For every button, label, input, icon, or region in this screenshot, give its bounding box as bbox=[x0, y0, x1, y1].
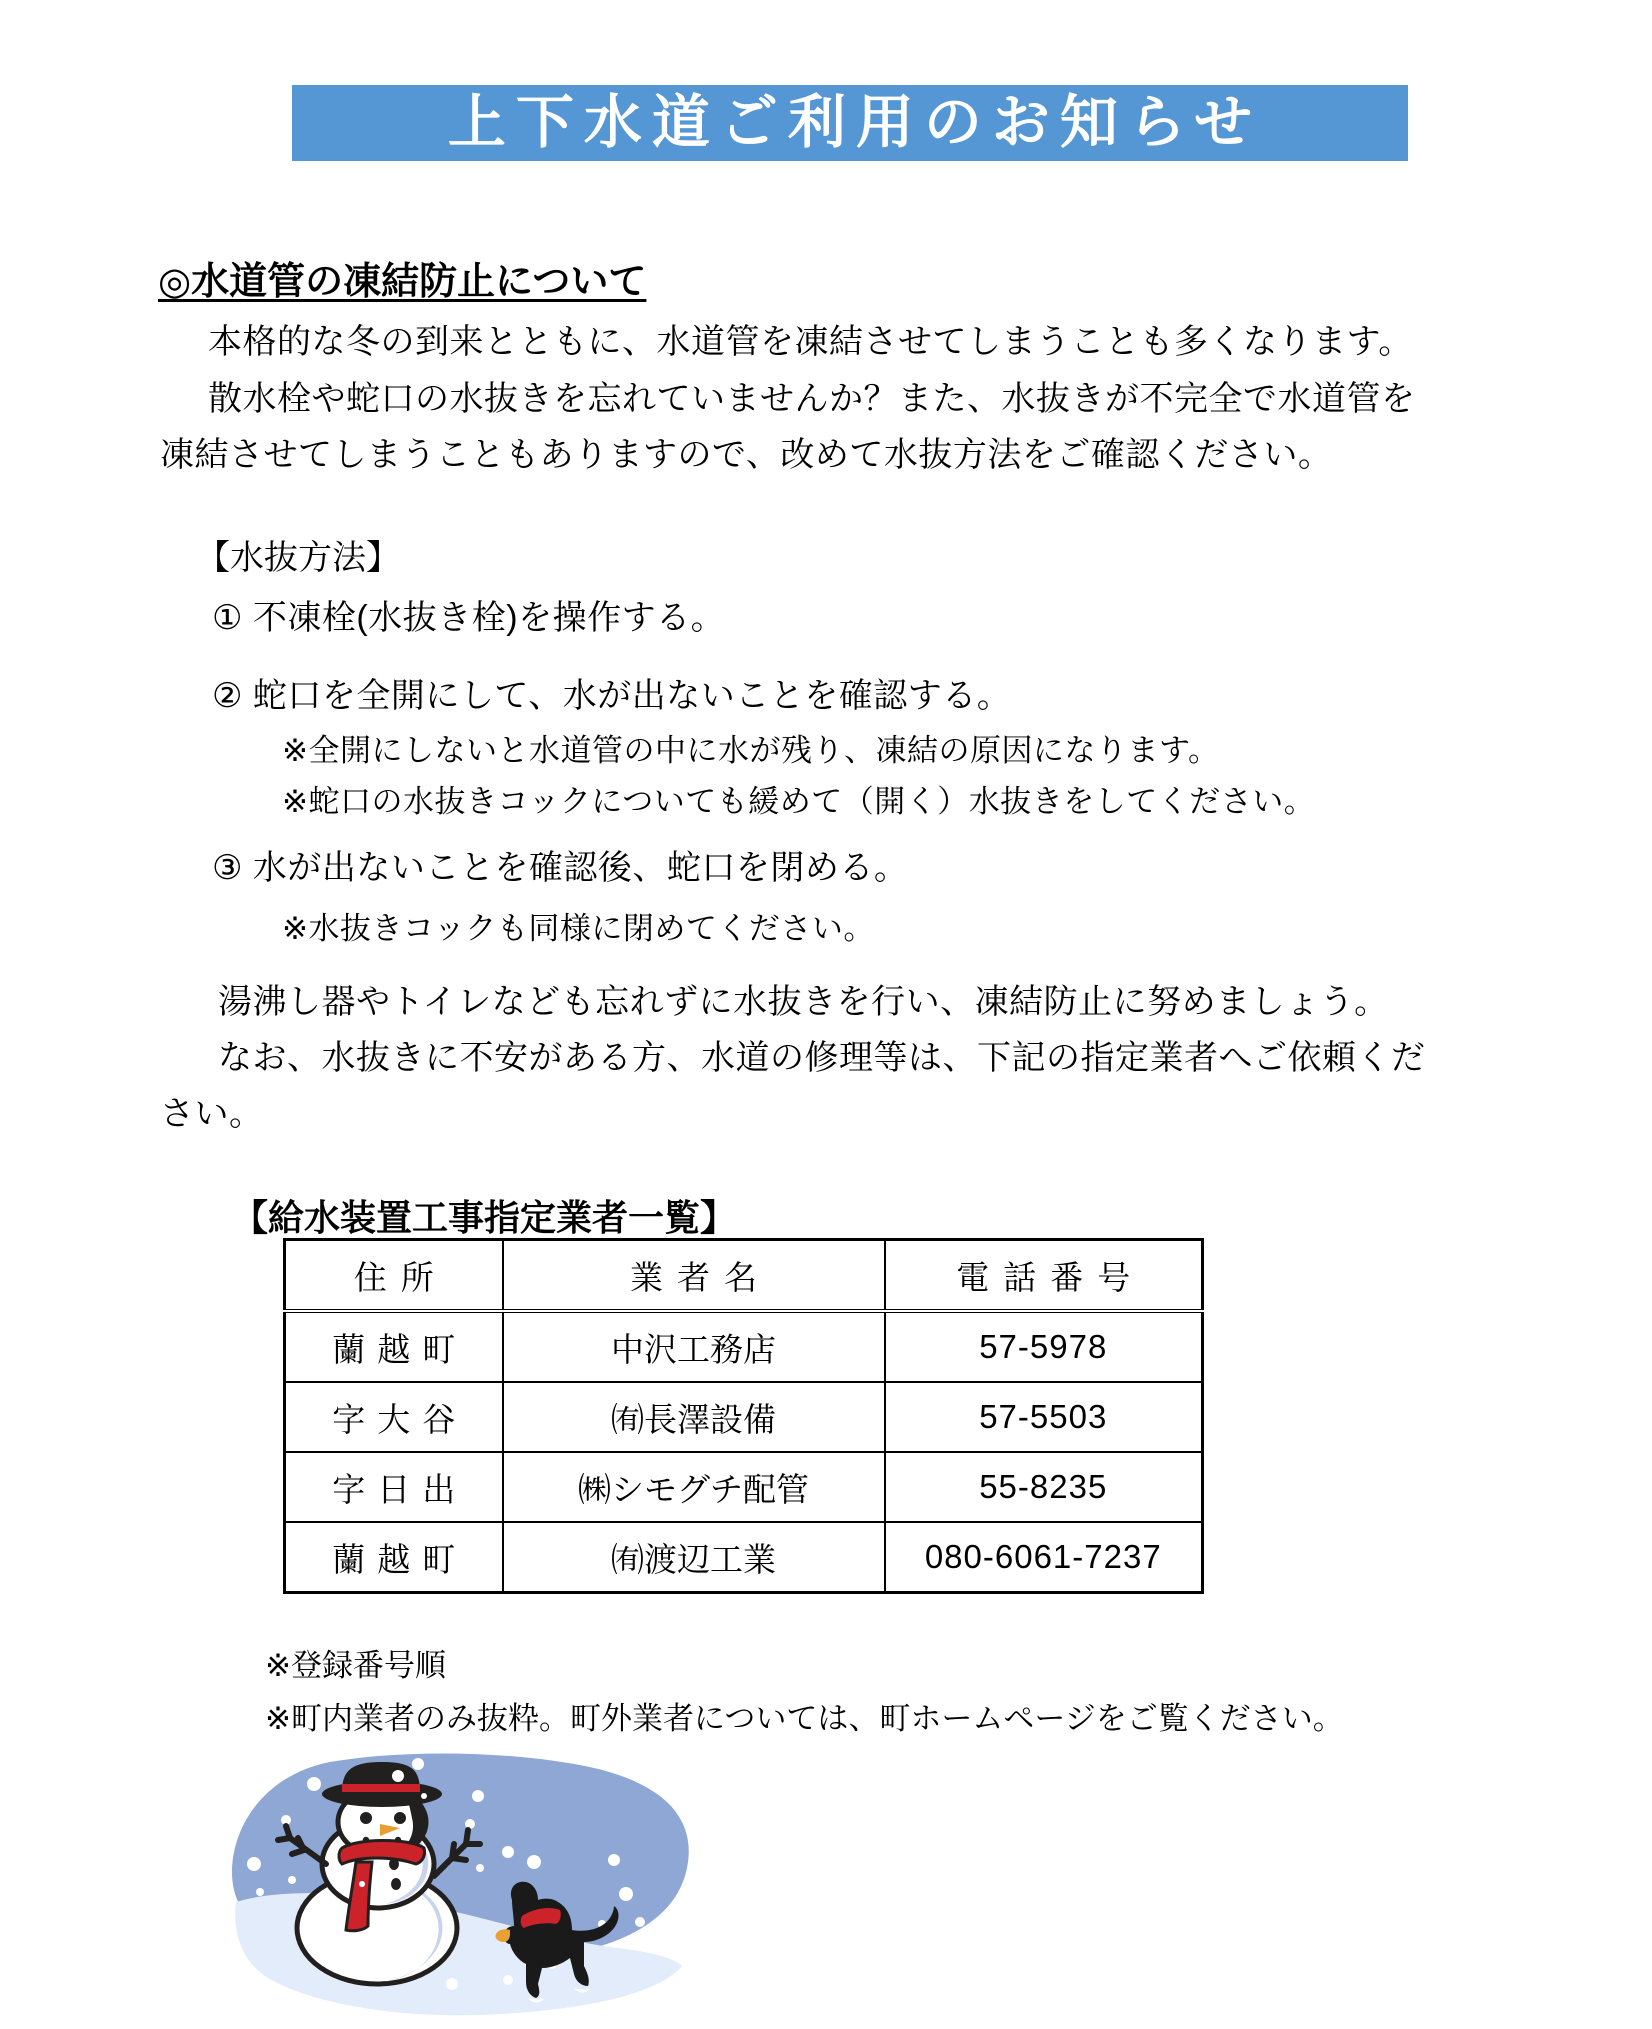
vendor-table bbox=[283, 1238, 1204, 1594]
cell-phone: 57-5978 bbox=[885, 1311, 1203, 1382]
section-heading-freeze-prevention: ◎水道管の凍結防止について bbox=[158, 261, 647, 303]
cell-address: 蘭越町 bbox=[285, 1522, 503, 1593]
method-item-1: ① 不凍栓(水抜き栓)を操作する。 bbox=[212, 599, 726, 637]
intro-line-3: 凍結させてしまうこともありますので、改めて水抜方法をご確認ください。 bbox=[160, 436, 1333, 474]
vendor-table-wrapper bbox=[283, 1238, 1201, 1594]
vendor-table-heading: 【給水装置工事指定業者一覧】 bbox=[232, 1197, 737, 1238]
eye-right bbox=[394, 1812, 406, 1824]
column-header-address: 住所 bbox=[285, 1240, 503, 1312]
method-label: 【水抜方法】 bbox=[196, 539, 400, 577]
cell-address: 字大谷 bbox=[285, 1382, 503, 1452]
method-item-2: ② 蛇口を全開にして、水が出ないことを確認する。 bbox=[212, 677, 1012, 715]
scarf-snow-dot bbox=[359, 1881, 365, 1887]
table-row bbox=[285, 1382, 1203, 1452]
cell-address: 字日出 bbox=[285, 1452, 503, 1522]
button-lower bbox=[391, 1878, 401, 1890]
hat-brim-dot bbox=[421, 1793, 427, 1799]
cell-company: 中沢工務店 bbox=[503, 1311, 885, 1382]
method-item-3: ③ 水が出ないことを確認後、蛇口を閉める。 bbox=[212, 849, 909, 887]
table-row bbox=[285, 1452, 1203, 1522]
cell-company: ㈱シモグチ配管 bbox=[503, 1452, 885, 1522]
outro-line-3: さい。 bbox=[160, 1095, 264, 1133]
table-header-row bbox=[285, 1240, 1203, 1312]
column-header-phone: 電話番号 bbox=[885, 1240, 1203, 1312]
intro-line-2: 散水栓や蛇口の水抜きを忘れていませんか？また、水抜きが不完全で水道管を bbox=[208, 380, 1416, 418]
outro-line-1: 湯沸し器やトイレなども忘れずに水抜きを行い、凍結防止に努めましょう。 bbox=[218, 983, 1389, 1021]
table-row bbox=[285, 1522, 1203, 1593]
cell-phone: 57-5503 bbox=[885, 1382, 1203, 1452]
cell-address: 蘭越町 bbox=[285, 1311, 503, 1382]
hat-band bbox=[342, 1784, 420, 1792]
table-row bbox=[285, 1311, 1203, 1382]
cell-company: ㈲長澤設備 bbox=[503, 1382, 885, 1452]
cell-company: ㈲渡辺工業 bbox=[503, 1522, 885, 1593]
button-upper bbox=[389, 1858, 399, 1870]
intro-line-1: 本格的な冬の到来とともに、水道管を凍結させてしまうことも多くなります。 bbox=[208, 323, 1413, 361]
footnote-town-website: ※町内業者のみ抜粋。町外業者については、町ホームページをご覧ください。 bbox=[265, 1701, 1344, 1736]
method-item-2-note-2: ※蛇口の水抜きコックについても緩めて（開く）水抜きをしてください。 bbox=[282, 784, 1316, 819]
snowman-illustration bbox=[222, 1752, 702, 2024]
column-header-company: 業者名 bbox=[503, 1240, 885, 1312]
vendor-table-body bbox=[285, 1311, 1203, 1593]
cell-phone: 55-8235 bbox=[885, 1452, 1203, 1522]
footnote-registration-order: ※登録番号順 bbox=[265, 1648, 446, 1683]
cell-phone: 080-6061-7237 bbox=[885, 1522, 1203, 1593]
eye-left bbox=[360, 1812, 372, 1824]
document-title: 上下水道ご利用のお知らせ bbox=[447, 90, 1263, 155]
method-item-2-note-1: ※全開にしないと水道管の中に水が残り、凍結の原因になります。 bbox=[282, 733, 1220, 768]
title-banner bbox=[292, 85, 1408, 161]
method-item-3-note-1: ※水抜きコックも同様に閉めてください。 bbox=[282, 911, 875, 946]
hat-snow-dot bbox=[392, 1770, 404, 1782]
outro-line-2: なお、水抜きに不安がある方、水道の修理等は、下記の指定業者へご依頼くだ bbox=[218, 1039, 1426, 1077]
